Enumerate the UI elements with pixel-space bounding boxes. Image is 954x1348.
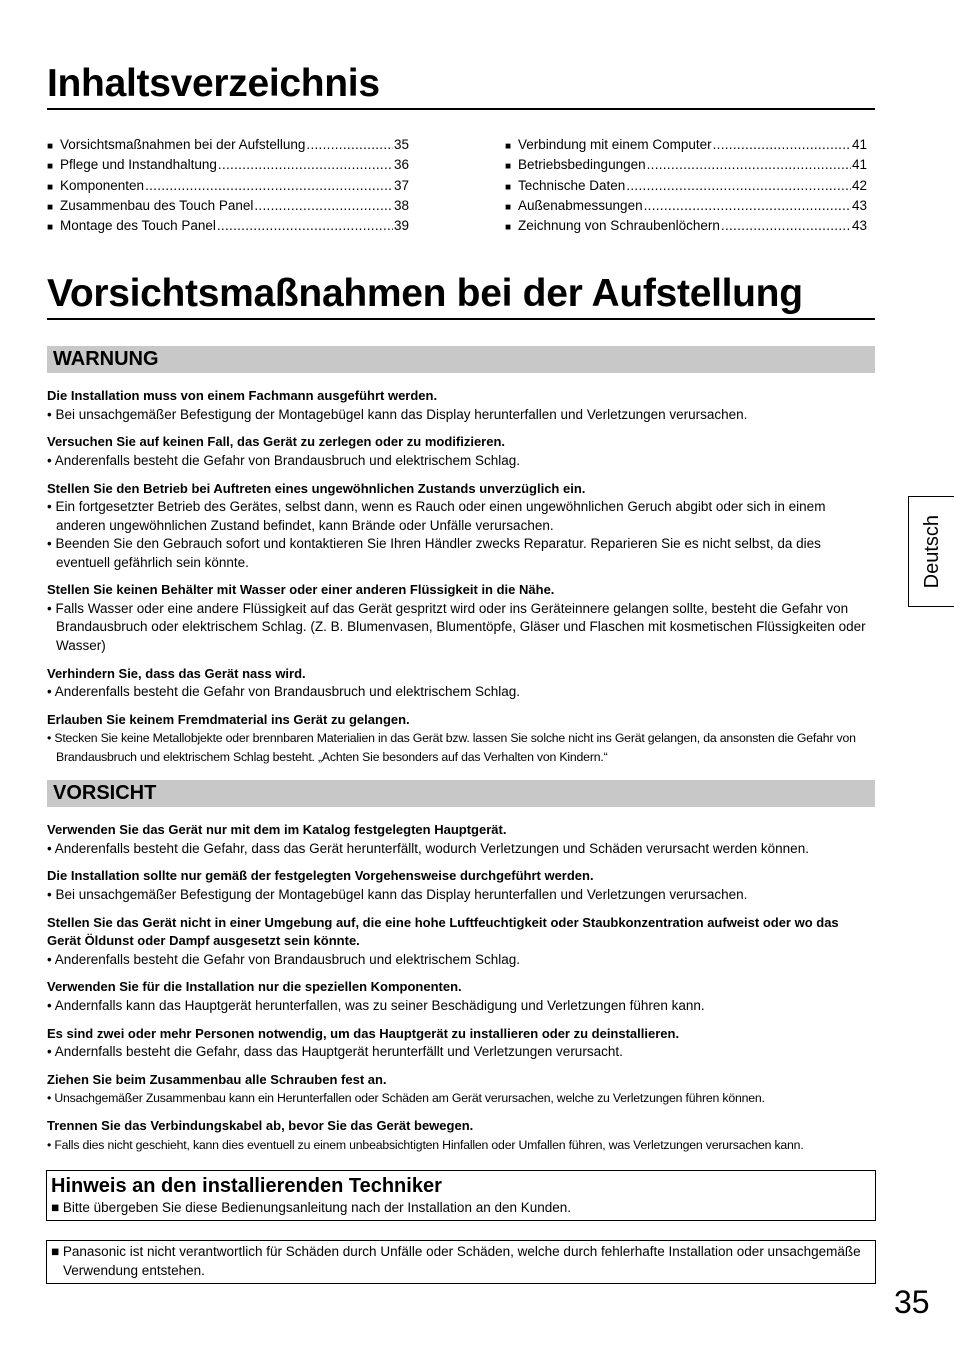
caution-item-bullet: • Andernfalls besteht die Gefahr, dass das Hauptgerät herunterfällt und Verletzungen verursacht. <box>47 1044 623 1060</box>
warning-item-bullet: • Stecken Sie keine Metallobjekte oder brennbaren Materialien in das Gerät bzw. lassen Sie solche nicht ins Gerät gelangen, da ansonsten die Gefahr von Brandausbruch und elektrischem Schlag besteht. „Achten Sie besonders auf das Verhalten von Kindern.“ <box>47 731 856 764</box>
toc-entry-page: 43 <box>851 197 867 213</box>
caution-item-bullet: • Andernfalls kann das Hauptgerät herunterfallen, was zu seiner Beschädigung und Verletzungen führen kann. <box>47 997 705 1013</box>
square-bullet-icon: ■ <box>47 181 54 193</box>
toc-leader-dots <box>644 197 851 215</box>
toc-entry-title: Vorsichtsmaßnahmen bei der Aufstellung <box>60 137 306 152</box>
warning-item-bullet: • Ein fortgesetzter Betrieb des Gerätes, selbst dann, wenn es Rauch oder einen ungewöhnlichen Geruch abgibt oder sich in einem anderen ungewöhnlichen Zustand befindet, kann Brände oder Unfälle verursachen. <box>47 499 826 533</box>
toc-entry[interactable] <box>47 136 409 156</box>
toc-heading: Inhaltsverzeichnis <box>47 62 875 110</box>
installer-note-title: Hinweis an den installierenden Techniker <box>51 1175 442 1197</box>
square-bullet-icon: ■ <box>505 141 512 152</box>
caution-item-bullet: • Anderenfalls besteht die Gefahr, dass das Gerät herunterfällt, wodurch Verletzungen und Schäden verursacht werden können. <box>47 840 809 856</box>
toc-leader-dots <box>218 156 393 174</box>
warning-item-title: Die Installation muss von einem Fachmann ausgeführt werden. <box>47 388 438 403</box>
installer-note-text: ■ Bitte übergeben Sie diese Bedienungsanleitung nach der Installation an den Kunden. <box>51 1200 572 1215</box>
toc-entry-page: 36 <box>393 157 409 173</box>
square-bullet-icon: ■ <box>505 181 512 193</box>
caution-item <box>47 867 875 904</box>
caution-item <box>47 914 875 970</box>
warning-list <box>47 387 875 776</box>
caution-item-bullet: • Unsachgemäßer Zusammenbau kann ein Herunterfallen oder Schäden am Gerät verursachen, welche zu Verletzungen führen können. <box>47 1091 765 1106</box>
toc-left-column <box>47 136 409 237</box>
warning-item-title: Versuchen Sie auf keinen Fall, das Gerät zu zerlegen oder zu modifizieren. <box>47 434 506 450</box>
warning-item <box>47 433 875 470</box>
toc-leader-dots <box>647 156 851 174</box>
caution-item-title: Verwenden Sie das Gerät nur mit dem im Katalog festgelegten Hauptgerät. <box>47 822 507 837</box>
caution-item-bullet: • Falls dies nicht geschieht, kann dies eventuell zu einem unbeabsichtigten Hinfallen oder Umfallen führen, was Verletzungen verursachen kann. <box>47 1137 804 1152</box>
toc-entry[interactable] <box>505 177 867 197</box>
toc-entry[interactable] <box>505 136 867 156</box>
toc-entry-title: Technische Daten <box>518 177 626 193</box>
toc-entry[interactable] <box>505 217 867 237</box>
toc-entry-page: 41 <box>851 157 867 173</box>
warning-item-title: Erlauben Sie keinem Fremdmaterial ins Gerät zu gelangen. <box>47 711 410 727</box>
toc-entry-page: 42 <box>851 177 867 193</box>
toc-leader-dots <box>145 177 393 195</box>
caution-list <box>47 821 875 1164</box>
warning-item-bullet: • Anderenfalls besteht die Gefahr von Brandausbruch und elektrischem Schlag. <box>47 684 521 700</box>
toc-leader-dots <box>626 177 851 195</box>
toc-leader-dots <box>306 136 393 154</box>
toc-entry-title: Zusammenbau des Touch Panel <box>60 197 254 213</box>
square-bullet-icon: ■ <box>47 201 54 213</box>
toc-entry-page: 38 <box>393 197 409 213</box>
caution-section-header: VORSICHT <box>47 780 875 807</box>
toc-entry-page: 41 <box>851 137 867 152</box>
caution-item-title: Es sind zwei oder mehr Personen notwendig, um das Hauptgerät zu installieren oder zu deinstallieren. <box>47 1025 680 1041</box>
disclaimer-box <box>46 1240 876 1284</box>
toc-entry[interactable] <box>47 156 409 176</box>
page-number: 35 <box>894 1284 930 1320</box>
caution-item <box>47 1025 875 1062</box>
caution-item-title: Trennen Sie das Verbindungskabel ab, bevor Sie das Gerät bewegen. <box>47 1118 474 1134</box>
caution-item <box>47 1071 875 1108</box>
caution-item <box>47 821 875 858</box>
toc-entry-title: Verbindung mit einem Computer <box>518 137 712 152</box>
toc-entry-title: Montage des Touch Panel <box>60 218 216 234</box>
square-bullet-icon: ■ <box>505 201 512 213</box>
toc-entry[interactable] <box>47 217 409 237</box>
warning-item-title: Stellen Sie keinen Behälter mit Wasser oder einer anderen Flüssigkeit in die Nähe. <box>47 582 555 598</box>
toc-entry-title: Pflege und Instandhaltung <box>60 157 217 173</box>
toc-entry[interactable] <box>505 156 867 176</box>
installer-note-box <box>46 1170 876 1221</box>
toc-entry-page: 37 <box>393 177 409 193</box>
square-bullet-icon: ■ <box>505 222 512 234</box>
toc-entry[interactable] <box>505 197 867 217</box>
square-bullet-icon: ■ <box>505 161 512 173</box>
toc-leader-dots <box>217 217 393 235</box>
toc-entry-page: 43 <box>851 218 867 234</box>
toc-leader-dots <box>713 136 851 154</box>
caution-item-title: Stellen Sie das Gerät nicht in einer Umgebung auf, die eine hohe Luftfeuchtigkeit oder Staubkonzentration aufweist oder wo das Gerät Öldunst oder Dampf ausgesetzt sein könnte. <box>47 914 839 949</box>
warning-item-bullet: • Falls Wasser oder eine andere Flüssigkeit auf das Gerät gespritzt wird oder ins Geräteinnere gelangen sollte, besteht die Gefahr von Brandausbruch oder elektrischem Schlag. (Z. B. Blumenvasen, Blumentöpfe, Gläser und Flaschen mit kosmetischen Flüssigkeiten oder Wasser) <box>47 600 866 653</box>
page-title: Vorsichtsmaßnahmen bei der Aufstellung <box>47 272 875 320</box>
toc-entry-page: 35 <box>393 137 409 152</box>
square-bullet-icon: ■ <box>47 222 54 234</box>
caution-item <box>47 978 875 1015</box>
caution-item-bullet: • Bei unsachgemäßer Befestigung der Montagebügel kann das Display herunterfallen und Verletzungen verursachen. <box>47 886 748 902</box>
warning-item <box>47 387 875 424</box>
toc-right-column <box>505 136 867 237</box>
toc-entry[interactable] <box>47 197 409 217</box>
toc-entry-title: Außenabmessungen <box>518 197 643 213</box>
caution-item-title: Ziehen Sie beim Zusammenbau alle Schrauben fest an. <box>47 1071 387 1087</box>
warning-item-bullet: • Beenden Sie den Gebrauch sofort und kontaktieren Sie Ihren Händler zwecks Reparatur. Reparieren Sie es nicht selbst, da dies eventuell gefährlich sein könnte. <box>47 536 821 570</box>
toc-entry-page: 39 <box>393 218 409 234</box>
warning-item-title: Verhindern Sie, dass das Gerät nass wird. <box>47 665 306 681</box>
toc-entry[interactable] <box>47 177 409 197</box>
square-bullet-icon: ■ <box>47 161 54 173</box>
caution-item-bullet: • Anderenfalls besteht die Gefahr von Brandausbruch und elektrischem Schlag. <box>47 951 521 967</box>
language-tab-label: Deutsch <box>921 515 943 589</box>
caution-item-title: Verwenden Sie für die Installation nur die speziellen Komponenten. <box>47 979 462 995</box>
warning-section-header: WARNUNG <box>47 346 875 373</box>
caution-item <box>47 1117 875 1154</box>
warning-item <box>47 581 875 655</box>
warning-item-bullet: • Anderenfalls besteht die Gefahr von Brandausbruch und elektrischem Schlag. <box>47 452 521 468</box>
square-bullet-icon: ■ <box>47 141 54 152</box>
warning-item <box>47 665 875 702</box>
warning-item <box>47 711 875 767</box>
language-tab[interactable] <box>908 496 954 607</box>
warning-item-bullet: • Bei unsachgemäßer Befestigung der Montagebügel kann das Display herunterfallen und Verletzungen verursachen. <box>47 406 748 422</box>
toc-leader-dots <box>254 197 393 215</box>
disclaimer-text: ■ Panasonic ist nicht verantwortlich für Schäden durch Unfälle oder Schäden, welche durch fehlerhafte Installation oder unsachgemäße Verwendung entstehen. <box>51 1244 861 1278</box>
warning-item-title: Stellen Sie den Betrieb bei Auftreten eines ungewöhnlichen Zustands unverzüglich ein. <box>47 480 586 496</box>
toc-entry-title: Komponenten <box>60 177 145 193</box>
toc-leader-dots <box>721 217 851 235</box>
caution-item-title: Die Installation sollte nur gemäß der festgelegten Vorgehensweise durchgeführt werden. <box>47 868 594 884</box>
toc-entry-title: Betriebsbedingungen <box>518 157 646 173</box>
toc-entry-title: Zeichnung von Schraubenlöchern <box>518 218 720 234</box>
warning-item <box>47 480 875 573</box>
